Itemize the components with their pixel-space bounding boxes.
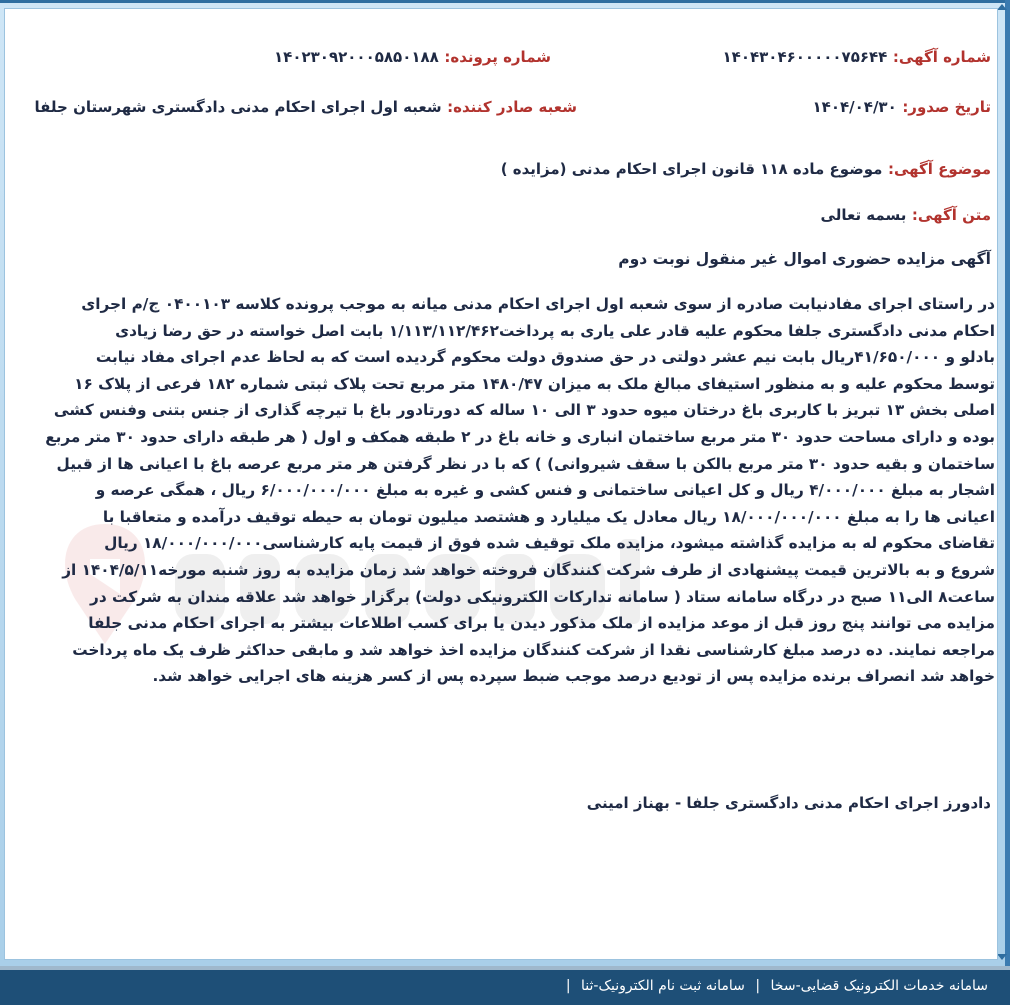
notice-text-label: متن آگهی: — [911, 206, 991, 224]
case-number-row — [274, 47, 551, 66]
case-number-value: ۱۴۰۲۳۰۹۲۰۰۰۵۸۵۰۱۸۸ — [274, 48, 439, 66]
body-line: احکام مدنی دادگستری جلفا محکوم علیه قادر علی یاری به پرداخت۱/۱۱۳/۱۱۲/۴۶۲ بابت اصل خواسته در حق رضا زیادی — [115, 321, 995, 340]
frame-top-border — [0, 0, 1010, 3]
body-line: تقاضای محکوم له به مزایده گذاشته میشود، مزایده ملک توقیف شده فوق از قیمت پایه کارشناسی۱۸/۰۰۰/۰۰۰/۰۰۰ ریال — [104, 534, 995, 553]
notice-number-value: ۱۴۰۴۳۰۴۶۰۰۰۰۰۷۵۶۴۴ — [722, 48, 888, 66]
body-line: خواهد شد انصراف برنده مزایده پس از تودیع درصد موجب ضبط سپرده پس از کسر هزینه های اجرایی خواهد شد. — [152, 667, 995, 686]
footer-separator: | — [755, 978, 761, 994]
body-line: ساعت۸ الی۱۱ صبح در درگاه سامانه ستاد ( سامانه تدارکات الکترونیکی دولت) برگزار خواهد شد علاقه مندان به شرکت در — [90, 587, 995, 606]
issue-date-value: ۱۴۰۴/۰۴/۳۰ — [812, 98, 897, 116]
case-number-label: شماره پرونده: — [444, 48, 551, 66]
notice-heading-row — [618, 249, 991, 268]
issuing-branch-value: شعبه اول اجرای احکام مدنی دادگستری شهرستان جلفا — [34, 98, 442, 116]
footer-separator-trailing: | — [565, 978, 571, 994]
subject-label: موضوع آگهی: — [887, 160, 991, 178]
notice-panel — [4, 8, 998, 960]
signature-row — [587, 793, 991, 812]
scroll-up-arrow-icon[interactable] — [997, 4, 1007, 10]
issue-date-row — [813, 97, 991, 116]
body-line: اشجار به مبلغ ۴/۰۰۰/۰۰۰ ریال و کل اعیانی ساختمانی و فنس کشی و غیره به مبلغ ۶/۰۰۰/۰۰۰/۰۰۰ ریال ، همگی عرصه و — [95, 481, 995, 500]
body-line: اعیانی ها را به مبلغ ۱۸/۰۰۰/۰۰۰/۰۰۰ ریال معادل یک میلیارد و هشتصد میلیون تومان به حیطه توقیف درآمده و متعاقبا با — [102, 507, 995, 526]
body-line: مراجعه نمایند. ده درصد مبلغ کارشناسی نقدا از شرکت کنندگان مزایده اخذ خواهد شد و مابقی حداکثر ظرف یک ماه پرداخت — [72, 640, 995, 659]
footer-divider — [0, 966, 1010, 970]
body-line: شروع و به بالاترین قیمت پیشنهادی از طرف شرکت کنندگان فروخته خواهد شد زمان مزایده به روز شنبه مورخه۱۴۰۴/۵/۱۱ از — [62, 560, 995, 579]
issue-date-label: تاریخ صدور: — [902, 98, 991, 116]
body-line: ساختمان و بقیه حدود ۳۰ متر مربع بالکن با سقف شیروانی) ) که با در نظر گرفتن هر متر مربع عرصه باغ با اعیانی ها از قبیل — [56, 454, 995, 473]
scrollbar-track[interactable] — [1005, 0, 1010, 966]
body-line: اصلی بخش ۱۳ تبریز با کاربری باغ درختان میوه حدود ۳ الی ۱۰ ساله که دورتادور باغ با تیرچه گذاری از جنس بتنی وفنس کشی — [53, 401, 995, 420]
notice-body — [15, 291, 995, 690]
issuing-branch-row — [34, 97, 577, 116]
subject-value: موضوع ماده ۱۱۸ قانون اجرای احکام مدنی (مزایده ) — [500, 160, 883, 178]
body-line: مزایده می توانند پنج روز قبل از موعد مزایده از ملک مذکور دیدن یا برای کسب اطلاعات بیشتر به اجرای احکام مدنی جلفا — [88, 614, 995, 633]
notice-text-row — [821, 205, 991, 224]
notice-number-row — [723, 47, 991, 66]
body-line: بادلو و ۴۱/۶۵۰/۰۰۰ریال بابت نیم عشر دولتی در حق صندوق دولت محکوم گردیده است که به لحاظ عدم اجرای مفاد نیابت — [95, 348, 995, 367]
issuing-branch-label: شعبه صادر کننده: — [447, 98, 577, 116]
signature: دادورز اجرای احکام مدنی دادگستری جلفا - بهناز امینی — [586, 794, 991, 812]
footer-link-sana[interactable]: سامانه ثبت نام الکترونیک-ثنا — [581, 978, 745, 994]
footer-link-sakha[interactable]: سامانه خدمات الکترونیک قضایی-سخا — [770, 978, 988, 994]
scroll-down-arrow-icon[interactable] — [997, 954, 1007, 960]
notice-text-value: بسمه تعالی — [820, 206, 907, 224]
notice-heading: آگهی مزایده حضوری اموال غیر منقول نوبت دوم — [618, 250, 991, 268]
body-line: توسط محکوم علیه و به منظور استیفای مبالغ ملک به میزان ۱۴۸۰/۴۷ متر مربع تحت پلاک ثبتی شماره ۱۸۲ فرعی از پلاک ۱۶ — [74, 374, 995, 393]
body-line: در راستای اجرای مفادنیابت صادره از سوی شعبه اول اجرای احکام مدنی میانه به موجب پرونده کلاسه ۰۴۰۰۱۰۳ ج/م اجرای — [81, 295, 995, 313]
subject-row — [501, 159, 991, 178]
body-line: بوده و دارای مساحت حدود ۳۰ متر مربع ساختمان انباری و خانه باغ در ۲ طبقه همکف و اول ( هر طبقه دارای حدود ۳۰ متر مربع — [45, 427, 995, 446]
site-footer — [0, 966, 1010, 1005]
footer-links — [560, 978, 988, 994]
notice-number-label: شماره آگهی: — [892, 48, 991, 66]
